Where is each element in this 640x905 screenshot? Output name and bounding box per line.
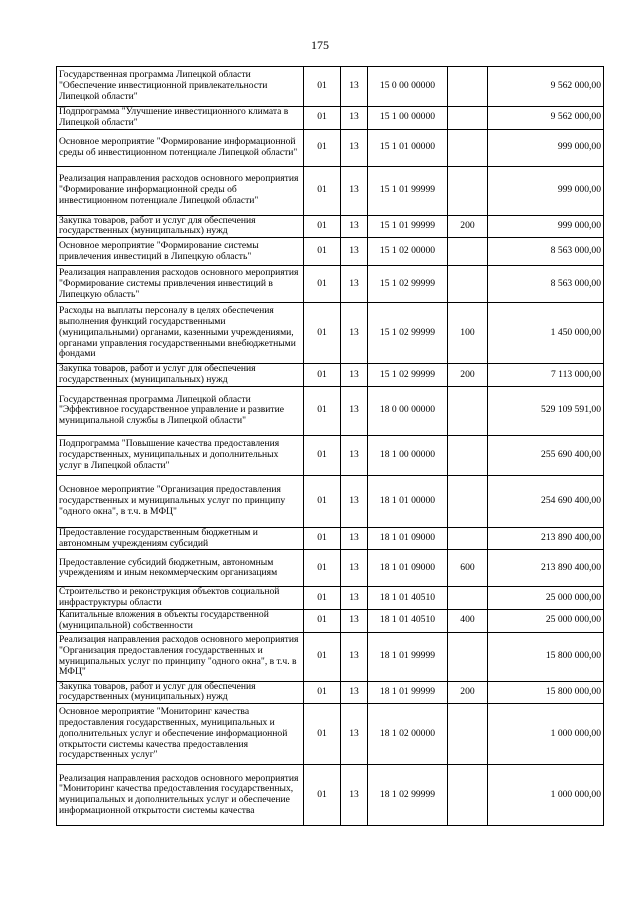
amount-cell: 15 800 000,00 [488,632,604,681]
section-code-cell: 01 [304,681,341,704]
section-code-cell: 01 [304,266,341,303]
table-row [57,632,604,681]
expense-type-cell [448,129,488,166]
target-article-cell: 18 1 01 99999 [368,681,448,704]
table-row [57,681,604,704]
section-code-cell: 01 [304,609,341,632]
expense-type-cell [448,107,488,130]
amount-cell: 7 113 000,00 [488,364,604,387]
table-row [57,107,604,130]
section-code-cell: 01 [304,587,341,610]
expense-name-cell: Капитальные вложения в объекты государственной (муниципальной) собственности [57,609,304,632]
expense-type-cell: 100 [448,303,488,364]
subsection-code-cell: 13 [341,550,368,587]
amount-cell: 213 890 400,00 [488,527,604,550]
expense-type-cell [448,587,488,610]
amount-cell: 1 000 000,00 [488,765,604,826]
amount-cell: 255 690 400,00 [488,435,604,475]
table-row [57,129,604,166]
subsection-code-cell: 13 [341,386,368,435]
subsection-code-cell: 13 [341,475,368,527]
table-row [57,364,604,387]
expense-name-cell: Реализация направления расходов основного мероприятия "Формирование системы привлечения инвестиций в Липецкую область" [57,266,304,303]
subsection-code-cell: 13 [341,107,368,130]
expense-type-cell [448,166,488,215]
amount-cell: 8 563 000,00 [488,238,604,266]
amount-cell: 1 450 000,00 [488,303,604,364]
target-article-cell: 15 1 00 00000 [368,107,448,130]
expense-type-cell [448,67,488,107]
target-article-cell: 15 1 02 99999 [368,266,448,303]
expense-name-cell: Строительство и реконструкция объектов социальной инфраструктуры области [57,587,304,610]
subsection-code-cell: 13 [341,765,368,826]
expense-name-cell: Реализация направления расходов основного мероприятия "Организация предоставления государственных и муниципальных услуг по принципу "одного окна", в т.ч. в МФЦ" [57,632,304,681]
table-row [57,475,604,527]
subsection-code-cell: 13 [341,527,368,550]
table-row [57,550,604,587]
subsection-code-cell: 13 [341,215,368,238]
expense-type-cell: 200 [448,364,488,387]
expense-name-cell: Реализация направления расходов основного мероприятия "Мониторинг качества предоставления государственных, муниципальных и дополнительных услуг и обеспечение информационной открытости системы качества [57,765,304,826]
expense-name-cell: Государственная программа Липецкой области "Эффективное государственное управление и развитие муниципальной службы в Липецкой области" [57,386,304,435]
table-row [57,215,604,238]
target-article-cell: 18 0 00 00000 [368,386,448,435]
table-row [57,238,604,266]
target-article-cell: 18 1 01 09000 [368,527,448,550]
expense-name-cell: Подпрограмма "Улучшение инвестиционного климата в Липецкой области" [57,107,304,130]
expense-name-cell: Предоставление субсидий бюджетным, автономным учреждениям и иным некоммерческим организациям [57,550,304,587]
expense-type-cell: 600 [448,550,488,587]
table-row [57,435,604,475]
amount-cell: 15 800 000,00 [488,681,604,704]
section-code-cell: 01 [304,107,341,130]
section-code-cell: 01 [304,527,341,550]
table-row [57,609,604,632]
page-number: 175 [311,38,329,52]
table-row [57,527,604,550]
expense-type-cell [448,435,488,475]
section-code-cell: 01 [304,704,341,765]
expense-type-cell: 400 [448,609,488,632]
amount-cell: 213 890 400,00 [488,550,604,587]
expense-name-cell: Предоставление государственным бюджетным и автономным учреждениям субсидий [57,527,304,550]
amount-cell: 25 000 000,00 [488,587,604,610]
subsection-code-cell: 13 [341,587,368,610]
section-code-cell: 01 [304,765,341,826]
subsection-code-cell: 13 [341,129,368,166]
target-article-cell: 18 1 02 99999 [368,765,448,826]
table-row [57,587,604,610]
subsection-code-cell: 13 [341,435,368,475]
section-code-cell: 01 [304,238,341,266]
target-article-cell: 18 1 01 09000 [368,550,448,587]
subsection-code-cell: 13 [341,609,368,632]
section-code-cell: 01 [304,364,341,387]
table-row [57,67,604,107]
expense-type-cell [448,475,488,527]
target-article-cell: 15 1 02 99999 [368,303,448,364]
amount-cell: 529 109 591,00 [488,386,604,435]
expense-type-cell [448,765,488,826]
subsection-code-cell: 13 [341,681,368,704]
target-article-cell: 15 1 02 99999 [368,364,448,387]
expense-type-cell: 200 [448,681,488,704]
table-row [57,386,604,435]
table-row [57,303,604,364]
expense-name-cell: Подпрограмма "Повышение качества предоставления государственных, муниципальных и дополнительных услуг в Липецкой области" [57,435,304,475]
expense-name-cell: Основное мероприятие "Формирование информационной среды об инвестиционном потенциале Липецкой области" [57,129,304,166]
target-article-cell: 15 1 01 99999 [368,215,448,238]
target-article-cell: 18 1 01 40510 [368,609,448,632]
table-row [57,166,604,215]
target-article-cell: 18 1 01 99999 [368,632,448,681]
target-article-cell: 15 1 02 00000 [368,238,448,266]
expense-type-cell [448,527,488,550]
subsection-code-cell: 13 [341,166,368,215]
amount-cell: 999 000,00 [488,166,604,215]
table-row [57,765,604,826]
expense-type-cell [448,238,488,266]
expense-type-cell [448,266,488,303]
subsection-code-cell: 13 [341,704,368,765]
subsection-code-cell: 13 [341,303,368,364]
expense-type-cell [448,632,488,681]
amount-cell: 999 000,00 [488,215,604,238]
target-article-cell: 15 0 00 00000 [368,67,448,107]
subsection-code-cell: 13 [341,266,368,303]
section-code-cell: 01 [304,632,341,681]
section-code-cell: 01 [304,129,341,166]
expense-name-cell: Закупка товаров, работ и услуг для обеспечения государственных (муниципальных) нужд [57,681,304,704]
target-article-cell: 18 1 00 00000 [368,435,448,475]
budget-table [56,66,604,826]
target-article-cell: 18 1 01 00000 [368,475,448,527]
section-code-cell: 01 [304,475,341,527]
expense-type-cell [448,704,488,765]
target-article-cell: 15 1 01 99999 [368,166,448,215]
section-code-cell: 01 [304,166,341,215]
amount-cell: 8 563 000,00 [488,266,604,303]
expense-name-cell: Закупка товаров, работ и услуг для обеспечения государственных (муниципальных) нужд [57,215,304,238]
amount-cell: 9 562 000,00 [488,107,604,130]
expense-name-cell: Государственная программа Липецкой области "Обеспечение инвестиционной привлекательности Липецкой области" [57,67,304,107]
section-code-cell: 01 [304,303,341,364]
budget-table-body [57,67,604,826]
expense-name-cell: Основное мероприятие "Формирование системы привлечения инвестиций в Липецкую область" [57,238,304,266]
amount-cell: 25 000 000,00 [488,609,604,632]
expense-name-cell: Реализация направления расходов основного мероприятия "Формирование информационной среды об инвестиционном потенциале Липецкой области" [57,166,304,215]
section-code-cell: 01 [304,215,341,238]
table-row [57,266,604,303]
amount-cell: 9 562 000,00 [488,67,604,107]
amount-cell: 999 000,00 [488,129,604,166]
section-code-cell: 01 [304,67,341,107]
expense-type-cell [448,386,488,435]
target-article-cell: 15 1 01 00000 [368,129,448,166]
expense-name-cell: Основное мероприятие "Мониторинг качества предоставления государственных, муниципальных и дополнительных услуг и обеспечение информационной открытости системы качества предоставления государственных услуг" [57,704,304,765]
expense-name-cell: Закупка товаров, работ и услуг для обеспечения государственных (муниципальных) нужд [57,364,304,387]
target-article-cell: 18 1 01 40510 [368,587,448,610]
expense-name-cell: Основное мероприятие "Организация предоставления государственных и муниципальных услуг по принципу "одного окна", в т.ч. в МФЦ" [57,475,304,527]
subsection-code-cell: 13 [341,632,368,681]
section-code-cell: 01 [304,386,341,435]
expense-name-cell: Расходы на выплаты персоналу в целях обеспечения выполнения функций государственными (муниципальными) органами, казенными учреждениями, органами управления государственными внебюджетными фондами [57,303,304,364]
amount-cell: 254 690 400,00 [488,475,604,527]
amount-cell: 1 000 000,00 [488,704,604,765]
subsection-code-cell: 13 [341,364,368,387]
target-article-cell: 18 1 02 00000 [368,704,448,765]
table-row [57,704,604,765]
subsection-code-cell: 13 [341,238,368,266]
subsection-code-cell: 13 [341,67,368,107]
expense-type-cell: 200 [448,215,488,238]
section-code-cell: 01 [304,550,341,587]
section-code-cell: 01 [304,435,341,475]
